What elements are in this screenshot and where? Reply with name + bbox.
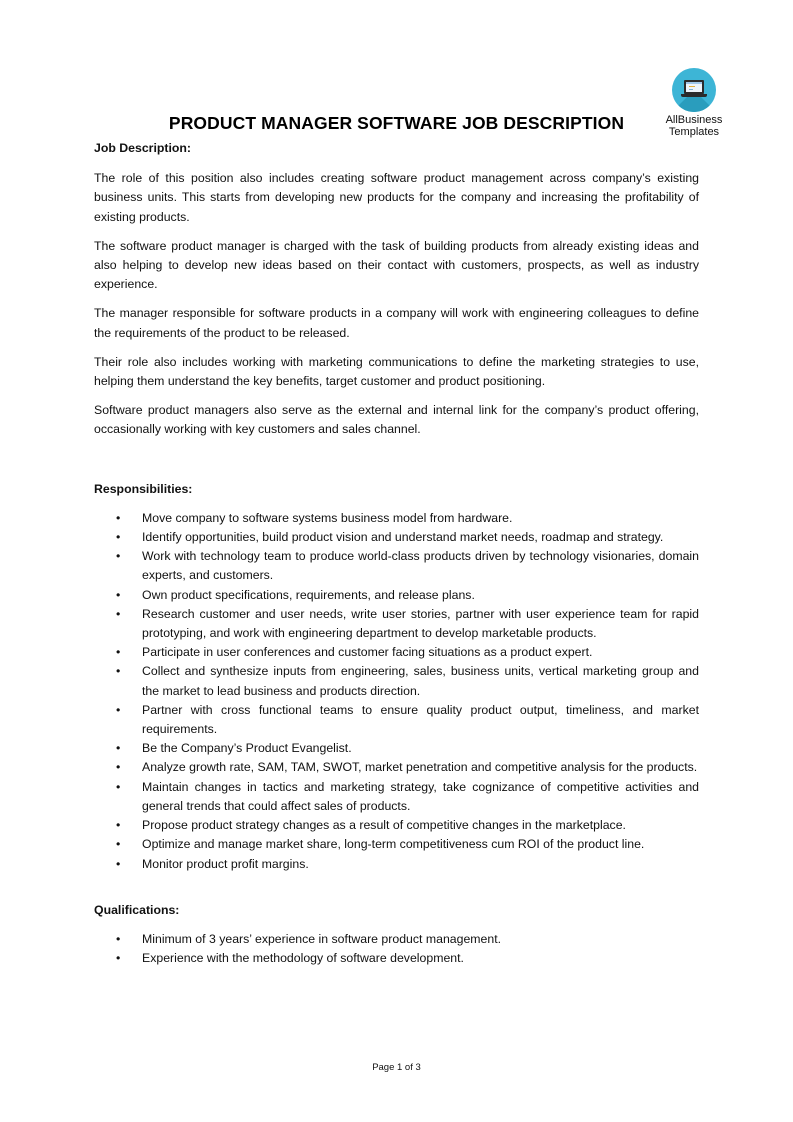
bullet-icon: • [116,549,121,564]
list-item: • Participate in user conferences and customer facing situations as a product expert. [94,643,699,662]
laptop-icon [672,68,716,112]
page-number: Page 1 of 3 [372,1062,421,1073]
list-item: • Propose product strategy changes as a result of competitive changes in the marketplace. [94,816,699,835]
bullet-icon: • [116,664,121,679]
bullet-icon: • [116,702,121,717]
job-description-heading: Job Description: [94,141,192,155]
document-body [94,139,699,968]
job-description-paragraph: The software product manager is charged with the task of building products from already existing ideas and also helping to develop new ideas based on their contact with customers, prospects, as well as industry experience. [94,238,699,292]
list-item: • Optimize and manage market share, long-term competitiveness cum ROI of the product line. [94,835,699,854]
bullet-icon: • [116,760,121,775]
list-item: • Analyze growth rate, SAM, TAM, SWOT, market penetration and competitive analysis for the products. [94,758,699,777]
responsibilities-list [94,509,699,874]
bullet-icon: • [116,587,121,602]
bullet-icon: • [116,818,121,833]
bullet-icon: • [116,951,121,966]
bullet-icon: • [116,837,121,852]
responsibilities-heading: Responsibilities: [94,481,193,496]
list-item: • Maintain changes in tactics and marketing strategy, take cognizance of competitive activities and general trends that could affect sales of products. [116,779,699,813]
bullet-icon: • [116,931,121,946]
list-item: • Research customer and user needs, write user stories, partner with user experience team for rapid prototyping, and work with engineering department to develop marketable products. [116,606,699,641]
job-description-paragraph: The manager responsible for software products in a company will work with engineering colleagues to define the requirements of the product to be released. [94,306,699,340]
list-item: • Work with technology team to produce world-class products driven by technology visionaries, domain experts, and customers. [116,549,699,583]
list-item: • Experience with the methodology of software development. [94,949,699,968]
list-item: • Own product specifications, requirements, and release plans. [94,586,699,605]
bullet-icon: • [116,779,121,794]
bullet-icon: • [116,741,121,756]
bullet-icon: • [116,510,121,525]
qualifications-heading: Qualifications: [94,902,180,917]
logo-line-2: Templates [668,126,720,138]
job-description-paragraph: Software product managers also serve as the external and internal link for the company’s product offering, occasionally working with key customers and sales channel. [94,403,699,437]
bullet-icon: • [116,530,121,545]
job-description-paragraph: The role of this position also includes creating software product management across company’s existing business units. This starts from developing new products for the company and increasing the profitability of existing products. [94,171,699,224]
list-item: • Monitor product profit margins. [94,855,699,874]
list-item: • Identify opportunities, build product vision and understand market needs, roadmap and strategy. [94,528,699,547]
list-item: • Collect and synthesize inputs from engineering, sales, business units, vertical marketing group and the market to lead business and products direction. [116,664,699,698]
bullet-icon: • [116,645,121,660]
list-item: • Move company to software systems business model from hardware. [94,509,699,528]
bullet-icon: • [116,606,121,621]
job-description-paragraph: Their role also includes working with marketing communications to define the marketing strategies to use, helping them understand the key benefits, target customer and product positioning. [94,354,699,389]
qualifications-list [94,930,699,968]
list-item: • Minimum of 3 years’ experience in software product management. [94,930,699,949]
list-item: • Be the Company’s Product Evangelist. [94,739,699,758]
list-item: • Partner with cross functional teams to ensure quality product output, timeliness, and market requirements. [116,702,699,737]
document-title: PRODUCT MANAGER SOFTWARE JOB DESCRIPTION [168,113,625,133]
bullet-icon: • [116,856,121,871]
logo-line-1: AllBusiness [665,114,723,126]
